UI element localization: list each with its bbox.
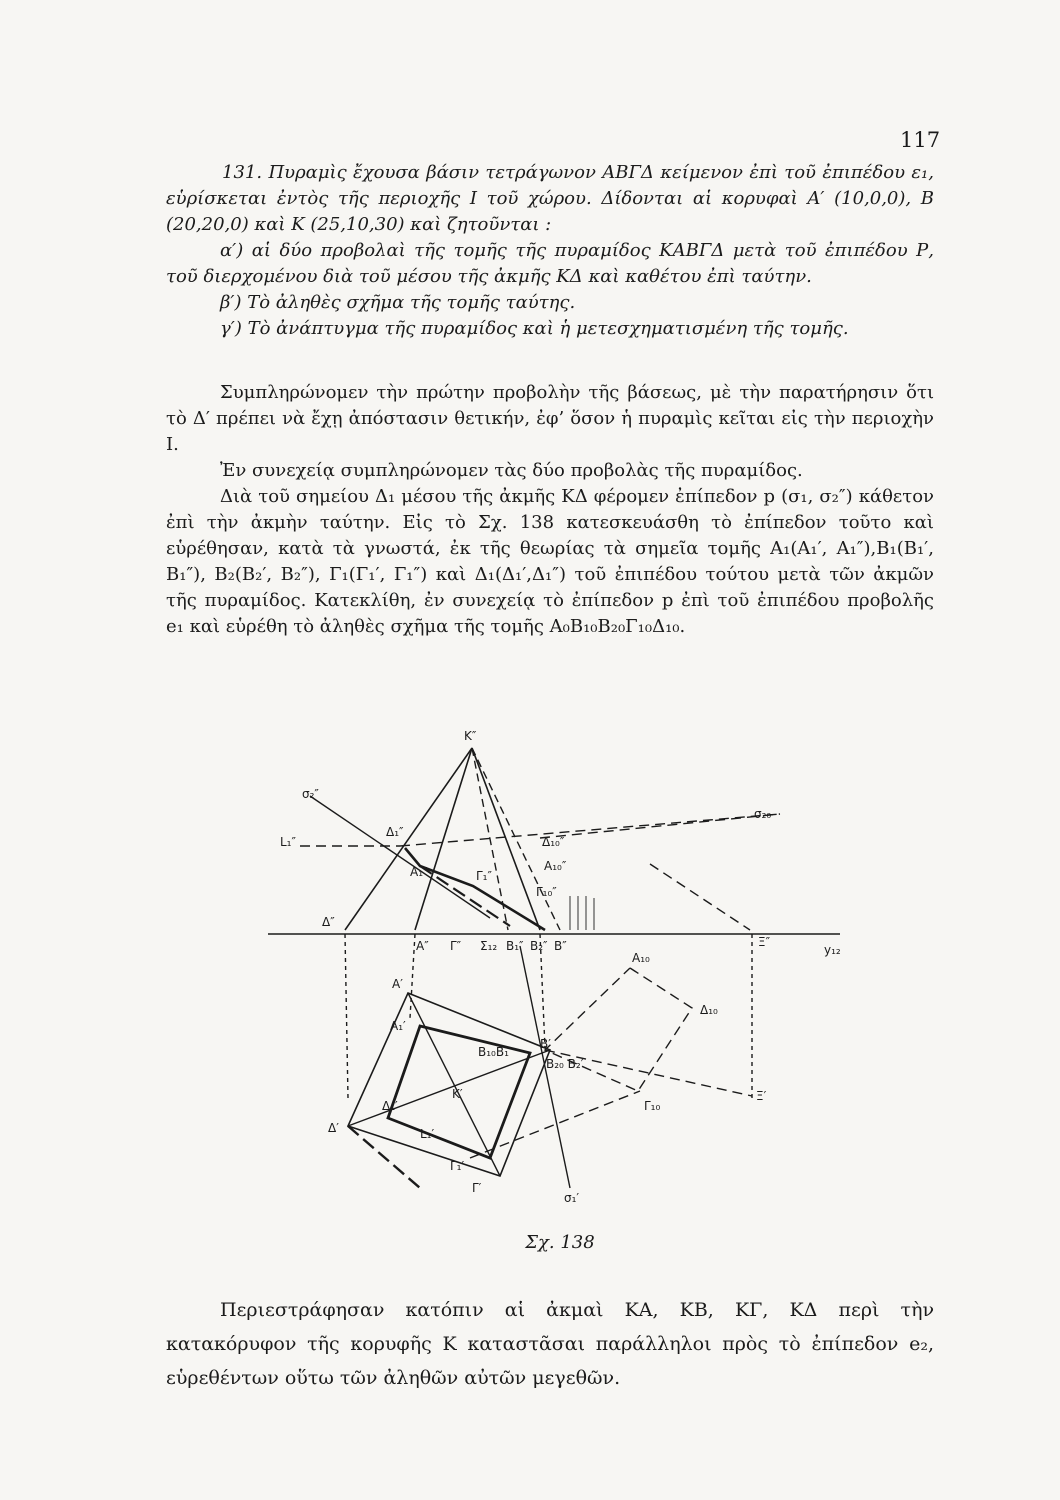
sigma2-trace xyxy=(310,796,490,918)
figure-labels xyxy=(280,729,841,1205)
problem-item-b: β′) Τὸ ἀληθὲς σχῆμα τῆς τομῆς ταύτης. xyxy=(220,292,576,313)
figure-caption: Σχ. 138 xyxy=(525,1232,595,1253)
label-X1p: Ξ′ xyxy=(756,1089,767,1103)
label-G2: Γ″ xyxy=(450,939,462,953)
label-B12: B₁″ xyxy=(506,939,524,953)
label-Dp: Δ′ xyxy=(328,1121,339,1135)
construction-line-3 xyxy=(650,864,750,930)
label-G1-2: Γ₁″ xyxy=(476,869,492,883)
hatching xyxy=(570,896,594,930)
label-D11p: Δ₁′ xyxy=(382,1099,398,1113)
label-D2: Δ″ xyxy=(322,915,335,929)
solution-text xyxy=(166,380,934,640)
figure-138 xyxy=(240,718,880,1218)
connector-D xyxy=(345,934,348,1098)
label-y12: y₁₂ xyxy=(824,943,841,957)
label-A2: A″ xyxy=(416,939,429,953)
construction-line-5 xyxy=(470,1091,640,1158)
label-G10: Γ₁₀″ xyxy=(536,885,557,899)
solution-paragraph-2: Ἐν συνεχείᾳ συμπληρώνομεν τὰς δύο προβολὰς τῆς πυραμίδος. xyxy=(220,460,803,481)
label-Kp: K′ xyxy=(452,1087,463,1101)
label-L1: L₁″ xyxy=(280,835,296,849)
label-Bp: B′ xyxy=(540,1037,551,1051)
edge-K-A-top xyxy=(408,993,500,1176)
label-Gp: Γ′ xyxy=(472,1181,482,1195)
label-sigma2: σ₂″ xyxy=(302,787,319,801)
label-D10b: Δ₁₀ xyxy=(700,1003,718,1017)
label-A10-top: A₁₀″ xyxy=(544,859,567,873)
section-front-hidden xyxy=(420,866,510,926)
problem-item-c: γ′) Τὸ ἀνάπτυγμα τῆς πυραμίδος καὶ ἡ μετεσχηματισμένη τῆς τομῆς. xyxy=(220,318,849,339)
label-A10: A₁₀ xyxy=(632,951,650,965)
label-A1-2: A₁″ xyxy=(410,865,428,879)
problem-statement xyxy=(166,160,934,342)
label-sigma1: σ₁′ xyxy=(564,1191,580,1205)
label-A1p: A′ xyxy=(392,977,403,991)
construction-line-1 xyxy=(400,814,780,846)
label-G10b: Γ₁₀ xyxy=(644,1099,661,1113)
label-A11p: A₁′ xyxy=(390,1019,406,1033)
label-B10B1: B₁₀B₁ xyxy=(478,1045,509,1059)
problem-item-a: α′) αἱ δύο προβολαὶ τῆς τομῆς τῆς πυραμίδος ΚΑΒΓΔ μετὰ τοῦ ἐπιπέδου Ρ, τοῦ διερχομένου διὰ τοῦ μέσου τῆς ἀκμῆς ΚΔ καὶ καθέτου ἐπὶ ταύτην. xyxy=(166,240,934,287)
closing-text xyxy=(166,1293,934,1395)
page-number: 117 xyxy=(900,128,941,152)
edge-K-A-front xyxy=(415,748,472,930)
edge-D-G-hidden xyxy=(348,1126,420,1188)
label-B22: B₂″ xyxy=(530,939,548,953)
label-D10: Δ₁₀″ xyxy=(542,835,565,849)
edge-K-D-top xyxy=(348,1050,550,1126)
base-top-view xyxy=(348,993,550,1176)
label-S12: Σ₁₂ xyxy=(480,939,498,953)
label-B20B2: B₂₀ B₂′ xyxy=(546,1057,584,1071)
label-sigma20: σ₂₀ xyxy=(754,807,772,821)
edge-K-D-front xyxy=(345,748,472,930)
label-G11p: Γ₁′ xyxy=(450,1159,465,1173)
label-K2: K″ xyxy=(464,729,477,743)
true-shape xyxy=(545,968,692,1091)
label-L1p: L₁′ xyxy=(420,1127,435,1141)
label-B2: B″ xyxy=(554,939,567,953)
solution-paragraph-1: Συμπληρώνομεν τὴν πρώτην προβολὴν τῆς βάσεως, μὲ τὴν παρατήρησιν ὅτι τὸ Δ′ πρέπει νὰ ἔχῃ ἀπόστασιν θετικήν, ἐφ’ ὅσον ἡ πυραμὶς κεῖται εἰς τὴν περιοχὴν I. xyxy=(166,382,934,455)
solution-paragraph-3: Διὰ τοῦ σημείου Δ₁ μέσου τῆς ἀκμῆς ΚΔ φέρομεν ἐπίπεδον p (σ₁, σ₂″) κάθετον ἐπὶ τὴν ἀκμὴν ταύτην. Εἰς τὸ Σχ. 138 κατεσκευάσθη τὸ ἐπίπεδον τοῦτο καὶ εὑρέθησαν, κατὰ τὰ γνωστά, ἐκ τῆς θεωρίας τὰ σημεῖα τομῆς Α₁(Α₁′, Α₁″),Β₁(Β₁′, Β₁″), Β₂(Β₂′, Β₂″), Γ₁(Γ₁′, Γ₁″) καὶ Δ₁(Δ₁′,Δ₁″) τοῦ ἐπιπέδου τούτου μετὰ τῶν ἀκμῶν τῆς πυραμίδος. Κατεκλίθη, ἐν συνεχείᾳ τὸ ἐπίπεδον p ἐπὶ τοῦ ἐπιπέδου προβολῆς e₁ καὶ εὑρέθη τὸ ἀληθὲς σχῆμα τῆς τομῆς Α₀Β₁₀Β₂₀Γ₁₀Δ₁₀. xyxy=(166,486,934,637)
label-X12: Ξ″ xyxy=(758,935,771,949)
problem-intro: 131. Πυραμὶς ἔχουσα βάσιν τετράγωνον ΑΒΓΔ κείμενον ἐπὶ τοῦ ἐπιπέδου ε₁, εὑρίσκεται ἐντὸς τῆς περιοχῆς I τοῦ χώρου. Δίδονται αἱ κορυφαὶ Α′ (10,0,0), Β (20,20,0) καὶ Κ (25,10,30) καὶ ζητοῦνται : xyxy=(166,162,934,235)
label-D1-2: Δ₁″ xyxy=(386,825,404,839)
closing-paragraph: Περιεστράφησαν κατόπιν αἱ ἀκμαὶ ΚΑ, ΚΒ, ΚΓ, ΚΔ περὶ τὴν κατακόρυφον τῆς κορυφῆς Κ καταστᾶσαι παράλληλοι πρὸς τὸ ἐπίπεδον e₂, εὑρεθέντων οὕτω τῶν ἀληθῶν αὐτῶν μεγεθῶν. xyxy=(166,1299,934,1389)
figure-138-drawing xyxy=(240,718,880,1218)
